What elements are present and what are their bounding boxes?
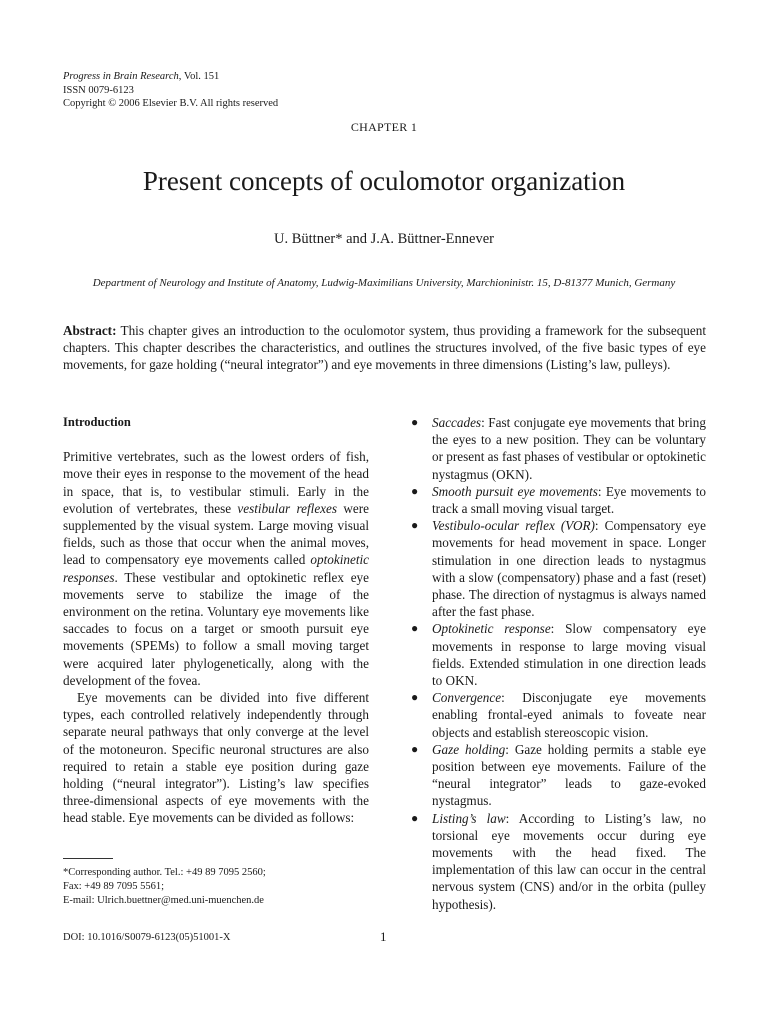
list-item-term: Saccades [432,415,482,430]
intro-p1-text-c: . These vestibular and optokinetic reflex eye movements serve to stabilize the image of the environment on the retina. Voluntary eye movements like saccades to focus on a target or smooth pursuit eye movements (SPEMs) to follow a small moving target were acquired later phylogenetically, along with the development of the fovea. [63,569,369,688]
journal-header [63,70,278,111]
bullet-icon: ● [411,483,419,498]
bullet-icon: ● [411,518,419,533]
list-item-text: : According to Listing’s law, no torsional eye movements occur during eye movements with the head fixed. The implementation of this law can occur in the central nervous system (CNS) and/or in the orbita (pulley hypothesis). [432,810,706,912]
left-column [63,414,369,827]
footnote-fax: Fax: +49 89 7095 5561; [63,881,165,892]
list-item-term: Listing’s law [432,810,506,826]
list-item [408,689,706,741]
page-title: Present concepts of oculomotor organization [142,166,626,196]
journal-issn: ISSN 0079-6123 [63,84,134,96]
list-item-text: : Compensatory eye movements for head movement in space. Longer stimulation in one direction leads to nystagmus with a slow (compensatory) phase and a fast (reset) phase. The direction of nystagmus is always named after the fast phase. [432,518,706,620]
section-heading-introduction: Introduction [63,415,131,429]
list-item-term: Gaze holding [432,741,506,757]
bullet-icon: ● [411,621,419,636]
list-item-text: : Disconjugate eye movements enabling frontal-eyed animals to foveate near objects and establish stereoscopic vision. [432,690,706,740]
footnotes [63,866,383,908]
right-column [408,414,706,913]
eye-movement-list [408,414,706,913]
footer-doi: DOI: 10.1016/S0079-6123(05)51001-X [63,932,231,943]
journal-citation [63,70,278,84]
list-item-text: : Fast conjugate eye movements that bring the eyes to a new position. They can be voluntary or present as fast phases of vestibular or optokinetic nystagmus (OKN). [432,415,706,482]
authors: U. Büttner* and J.A. Büttner-Ennever [274,231,494,247]
bullet-icon: ● [411,810,419,825]
list-item-text: : Eye movements to track a small moving visual target. [432,483,706,517]
footnote-corresponding: *Corresponding author. Tel.: +49 89 7095 2560; [63,867,266,878]
bullet-icon: ● [411,690,419,705]
list-item-text: : Slow compensatory eye movements in response to large moving visual fields. Extended stimulation in one direction leads to OKN. [432,621,706,689]
journal-volume: , Vol. 151 [178,71,220,82]
list-item-term: Optokinetic response [432,621,551,637]
list-item-term: Convergence [432,690,502,706]
list-item [408,517,706,620]
abstract [63,322,706,374]
journal-name: Progress in Brain Research [63,71,179,82]
chapter-label: CHAPTER 1 [350,120,418,134]
list-item [408,810,706,913]
bullet-icon: ● [411,741,419,756]
intro-paragraph-2: Eye movements can be divided into five different types, each controlled relatively independently through separate neural pathways that only converge at the level of the motoneuron. Specific neuronal structures are also required to retain a stable eye position during gaze holding (“neural integrator”). Listing’s law specifies three-dimensional aspects of eye movements with the head stable. Eye movements can be divided as follows: [63,690,369,826]
list-item [408,414,706,483]
list-item [408,483,706,517]
intro-p1-text-b: were supplemented by the visual system. Large moving visual fields, such as those that occur when the animal moves, lead to compensatory eye movements called [63,500,369,568]
bullet-icon: ● [411,415,419,429]
affiliation: Department of Neurology and Institute of Anatomy, Ludwig-Maximilians University, Marchioninistr. 15, D-81377 Munich, Germany [92,277,676,289]
intro-paragraph-1 [63,448,369,689]
intro-p1-emphasis-vestibular: vestibular reflexes [237,500,338,516]
journal-copyright: Copyright © 2006 Elsevier B.V. All rights reserved [63,98,279,109]
page-number: 1 [380,929,387,944]
intro-p1-emphasis-optokinetic: optokinetic responses [63,552,369,585]
list-item-text: : Gaze holding permits a stable eye position between eye movements. Failure of the “neural integrator” leads to gaze-evoked nystagmus. [432,741,707,809]
footnote-divider [63,858,113,859]
abstract-label: Abstract: [63,323,117,338]
abstract-text: This chapter gives an introduction to the oculomotor system, thus providing a framework for the subsequent chapters. This chapter describes the characteristics, and outlines the structures involved, of the five basic types of eye movements, for gaze holding (“neural integrator”) and eye movements in three dimensions (Listing’s law, pulleys). [63,323,706,373]
list-item-term: Smooth pursuit eye movements [432,483,598,499]
footnote-email: E-mail: Ulrich.buettner@med.uni-muenchen.de [63,895,264,906]
intro-p1-text-a: Primitive vertebrates, such as the lowest orders of fish, move their eyes in response to the movement of the head in space, that is, to vestibular stimuli. Early in the evolution of vertebrates, these [63,449,369,516]
list-item [408,620,706,689]
list-item [408,741,706,810]
list-item-term: Vestibulo-ocular reflex (VOR) [432,518,595,534]
